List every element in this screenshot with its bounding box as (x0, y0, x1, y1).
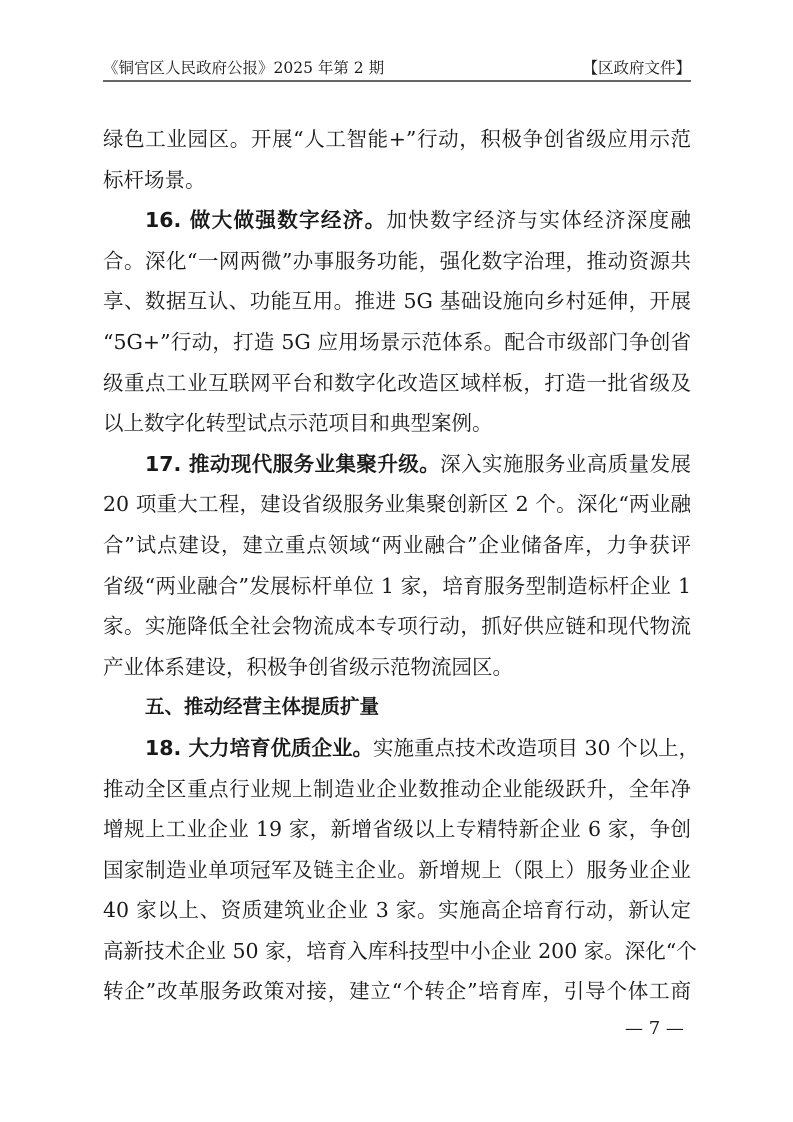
section-label: 【区政府文件】 (582, 59, 691, 77)
text-line (103, 444, 691, 485)
paragraph (103, 444, 691, 688)
section-heading (103, 687, 691, 728)
line-text: 省级“两业融合”发展标杆单位 1 家，培育服务型制造标杆企业 1 (103, 573, 691, 598)
line-text: 转企”改革服务政策对接，建立“个转企”培育库，引导个体工商 (103, 979, 691, 1004)
paragraph (103, 728, 700, 1012)
line-text: 绿色工业园区。开展“人工智能+”行动，积极争创省级应用示范 (103, 127, 691, 151)
text-line (103, 931, 697, 972)
line-text: 家。实施降低全社会物流成本专项行动，抓好供应链和现代物流 (103, 614, 691, 639)
line-text: 国家制造业单项冠军及链主企业。新增规上（限上）服务业企业 (103, 857, 691, 882)
line-text: 推动全区重点行业规上制造业企业数推动企业能级跃升，全年净 (103, 776, 691, 801)
line-text: 级重点工业互联网平台和数字化改造区域样板，打造一批省级及 (103, 370, 691, 395)
document-body (103, 119, 700, 1012)
text-line (103, 322, 691, 363)
page-number: — 7 — (625, 1018, 684, 1039)
item-title: 16. 做大做强数字经济。 (145, 208, 387, 233)
text-line (103, 160, 691, 201)
text-line (103, 119, 691, 160)
line-text: 实施重点技术改造项目 30 个以上， (372, 735, 700, 760)
paragraph (103, 200, 691, 444)
line-text: 五、推动经营主体提质扩量 (145, 695, 380, 719)
line-text: “5G+”行动，打造 5G 应用场景示范体系。配合市级部门争创省 (103, 329, 691, 354)
item-title: 17. 推动现代服务业集聚升级。 (145, 451, 441, 476)
line-text: 20 项重大工程，建设省级服务业集聚创新区 2 个。深化“两业融 (103, 492, 691, 517)
line-text: 合。深化“一网两微”办事服务功能，强化数字治理，推动资源共 (103, 248, 691, 273)
text-line (103, 525, 691, 566)
text-line (103, 484, 691, 525)
line-text: 加快数字经济与实体经济深度融 (386, 208, 692, 233)
text-line (103, 647, 691, 688)
text-line (103, 566, 691, 607)
line-text: 以上数字化转型试点示范项目和典型案例。 (103, 411, 493, 436)
line-text: 40 家以上、资质建筑业企业 3 家。实施高企培育行动，新认定 (103, 898, 691, 923)
text-line (103, 606, 691, 647)
text-line (103, 241, 691, 282)
item-title: 18. 大力培育优质企业。 (145, 735, 373, 760)
line-text: 产业体系建设，积极争创省级示范物流园区。 (103, 654, 513, 679)
line-text: 增规上工业企业 19 家，新增省级以上专精特新企业 6 家，争创 (103, 817, 691, 842)
paragraph (103, 119, 691, 200)
running-header (103, 54, 691, 82)
text-line (103, 809, 691, 850)
text-line (103, 971, 691, 1012)
line-text: 深入实施服务业高质量发展 (440, 451, 692, 476)
line-text: 合”试点建设，建立重点领域“两业融合”企业储备库，力争获评 (103, 532, 691, 557)
line-text: 享、数据互认、功能互用。推进 5G 基础设施向乡村延伸，开展 (103, 289, 691, 314)
text-line (103, 850, 691, 891)
text-line (103, 687, 691, 728)
text-line (103, 363, 691, 404)
text-line (103, 403, 691, 444)
text-line (103, 728, 700, 769)
text-line (103, 769, 691, 810)
text-line (103, 890, 691, 931)
bulletin-title: 《铜官区人民政府公报》2025 年第 2 期 (103, 59, 385, 77)
line-text: 标杆场景。 (103, 167, 206, 192)
text-line (103, 200, 691, 241)
line-text: 高新技术企业 50 家，培育入库科技型中小企业 200 家。深化“个 (103, 938, 697, 963)
text-line (103, 281, 691, 322)
